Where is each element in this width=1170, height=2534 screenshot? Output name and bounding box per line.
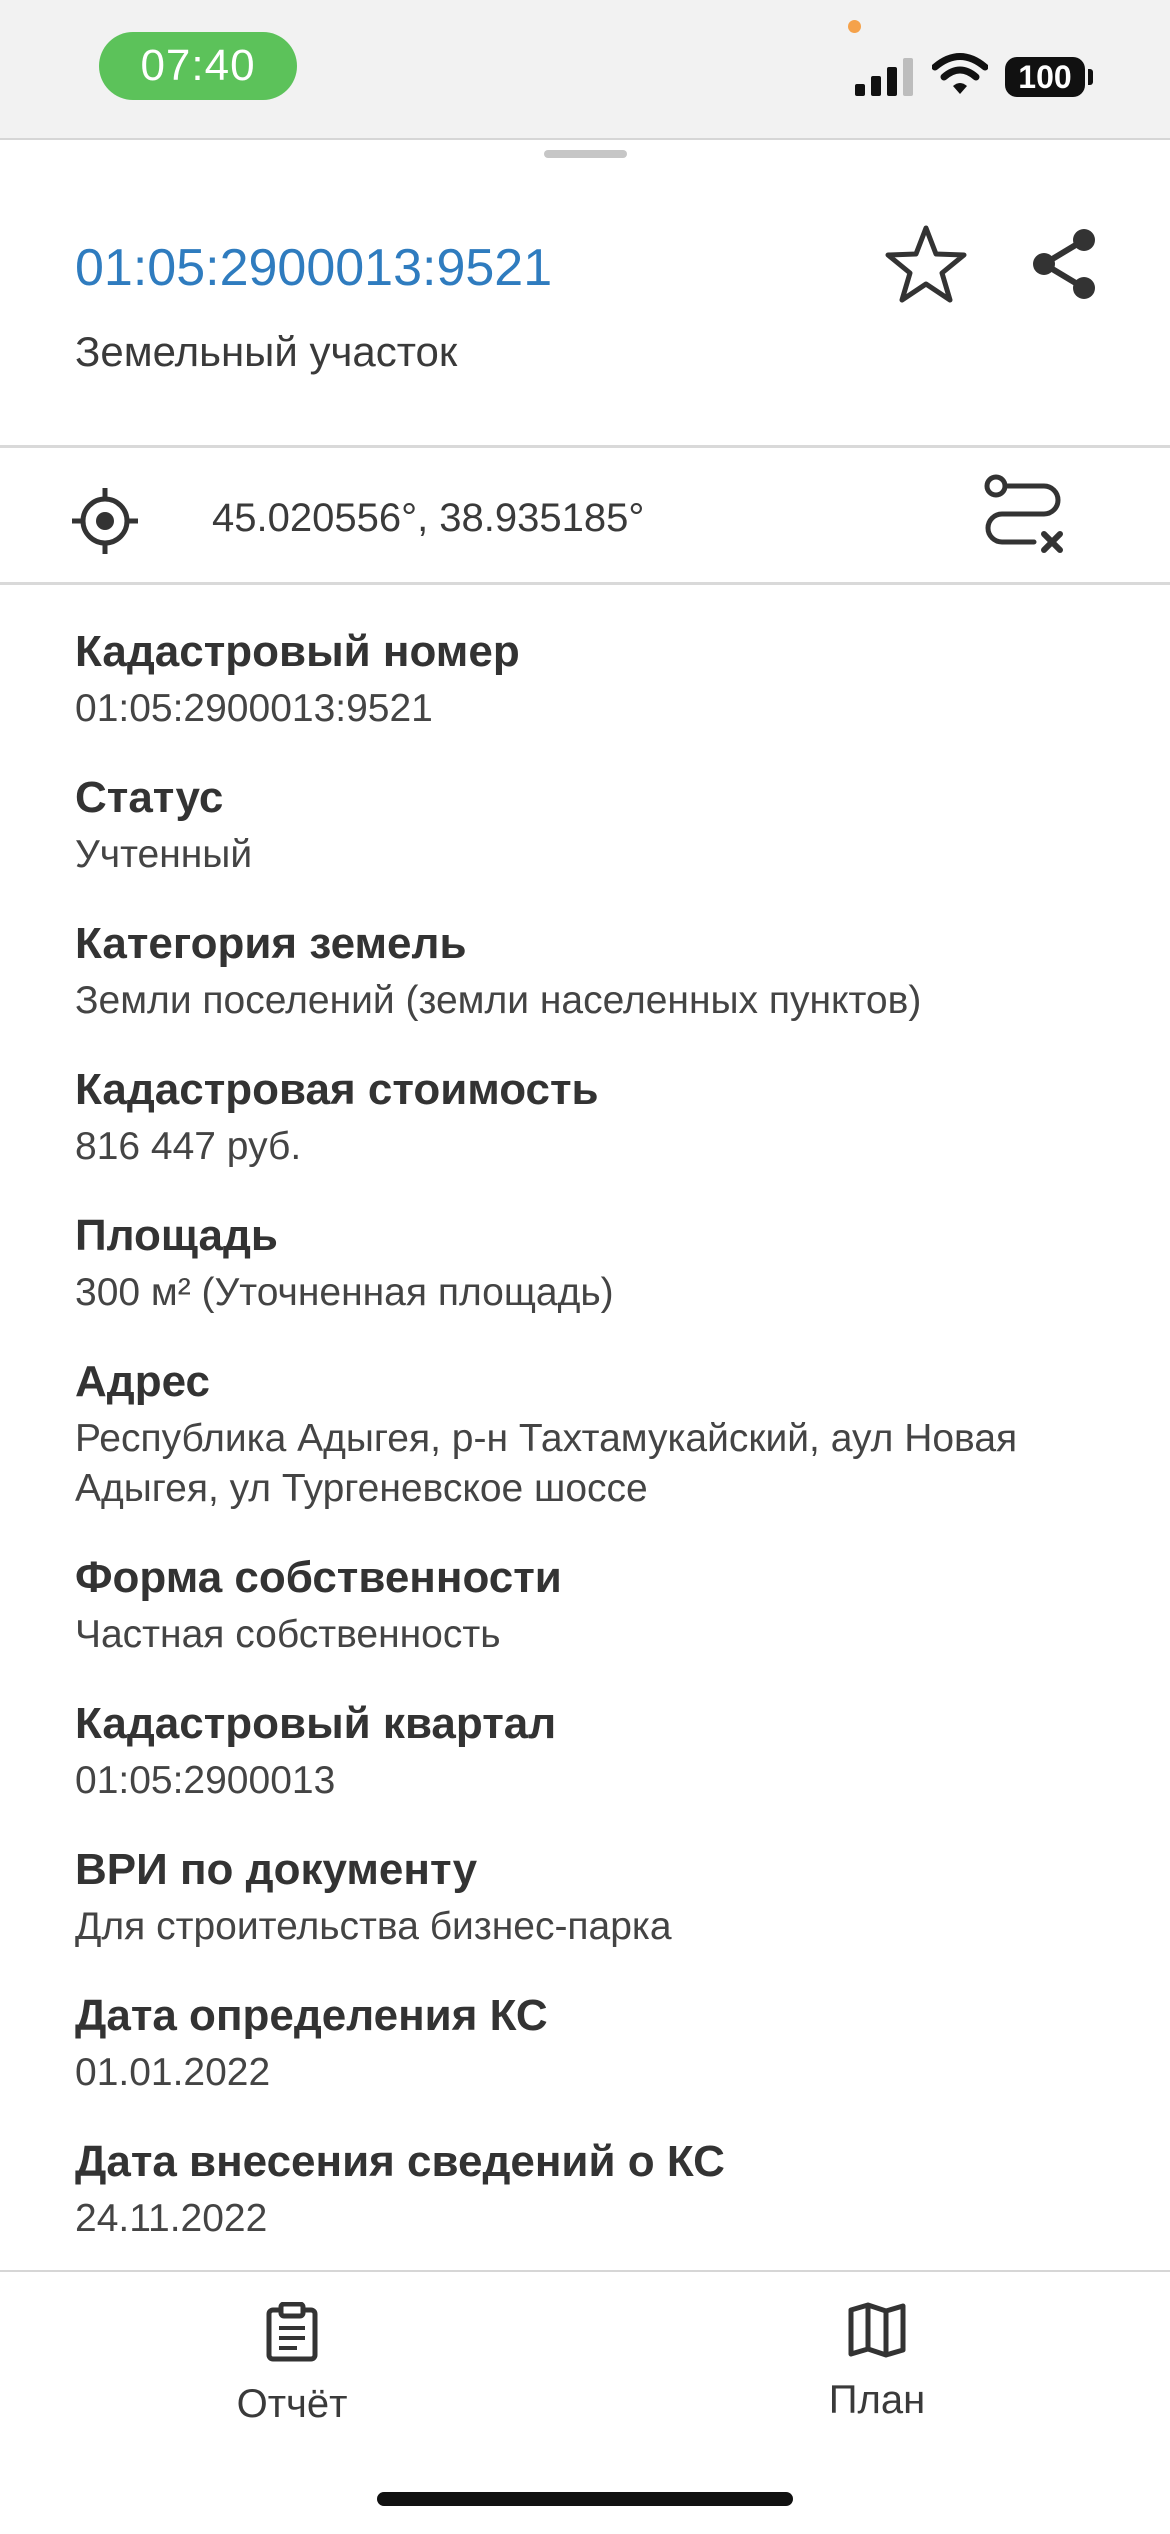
plan-tab[interactable] [777,2302,977,2423]
coordinates-text: 45.020556°, 38.935185° [212,496,645,540]
header-divider [0,445,1170,448]
detail-status [75,770,1095,880]
plan-tab-label: План [828,2378,926,2422]
report-tab-label: Отчёт [236,2382,348,2426]
detail-value: 01:05:2900013:9521 [75,687,433,730]
detail-value: Учтенный [75,833,253,876]
sheet-drag-handle[interactable] [544,150,627,158]
detail-label: Адрес [75,1357,210,1406]
signal-icon [855,56,917,96]
detail-valuation-entry-date [75,2134,1095,2244]
detail-value: Частная собственность [75,1613,501,1656]
detail-label: ВРИ по документу [75,1845,478,1894]
detail-cadastral-value [75,1062,1095,1172]
detail-label: Дата определения КС [75,1991,548,2040]
details-list [75,624,1095,2264]
battery-icon: 100 [1005,57,1085,97]
page-title: 01:05:2900013:9521 [75,239,553,297]
map-icon [848,2302,906,2358]
status-bar [0,0,1170,140]
privacy-indicator-dot [848,20,861,33]
detail-value: 01:05:2900013 [75,1759,336,1802]
detail-label: Кадастровый квартал [75,1699,557,1748]
star-icon[interactable] [884,222,968,306]
detail-label: Площадь [75,1211,278,1260]
detail-area [75,1208,1095,1318]
detail-permitted-use [75,1842,1095,1952]
home-indicator[interactable] [377,2492,793,2506]
detail-value: 24.11.2022 [75,2197,268,2240]
detail-value: Для строительства бизнес-парка [75,1905,672,1948]
share-icon[interactable] [1022,222,1106,306]
clipboard-icon [264,2302,320,2362]
detail-value: Республика Адыгея, р-н Тахтамукайский, аул Новая Адыгея, ул Тургеневское шоссе [75,1417,1018,1510]
detail-value: 01.01.2022 [75,2051,271,2094]
detail-label: Кадастровая стоимость [75,1065,599,1114]
detail-land-category [75,916,1095,1026]
detail-label: Кадастровый номер [75,627,520,676]
detail-label: Статус [75,773,224,822]
detail-cadastral-number [75,624,1095,734]
location-divider [0,582,1170,585]
route-clear-icon[interactable] [978,470,1068,560]
page-subtitle: Земельный участок [75,328,458,375]
battery-tip [1088,69,1093,85]
detail-value: Земли поселений (земли населенных пунктов) [75,979,922,1022]
detail-value: 816 447 руб. [75,1125,302,1168]
detail-label: Категория земель [75,919,467,968]
detail-label: Форма собственности [75,1553,562,1602]
status-time: 07:40 [99,32,297,100]
locate-icon[interactable] [70,486,140,556]
detail-address [75,1354,1095,1514]
report-tab[interactable] [192,2302,392,2427]
detail-valuation-date [75,1988,1095,2098]
detail-label: Дата внесения сведений о КС [75,2137,725,2186]
detail-ownership-form [75,1550,1095,1660]
wifi-icon [932,52,988,96]
detail-cadastral-quarter [75,1696,1095,1806]
detail-value: 300 м² (Уточненная площадь) [75,1271,614,1314]
